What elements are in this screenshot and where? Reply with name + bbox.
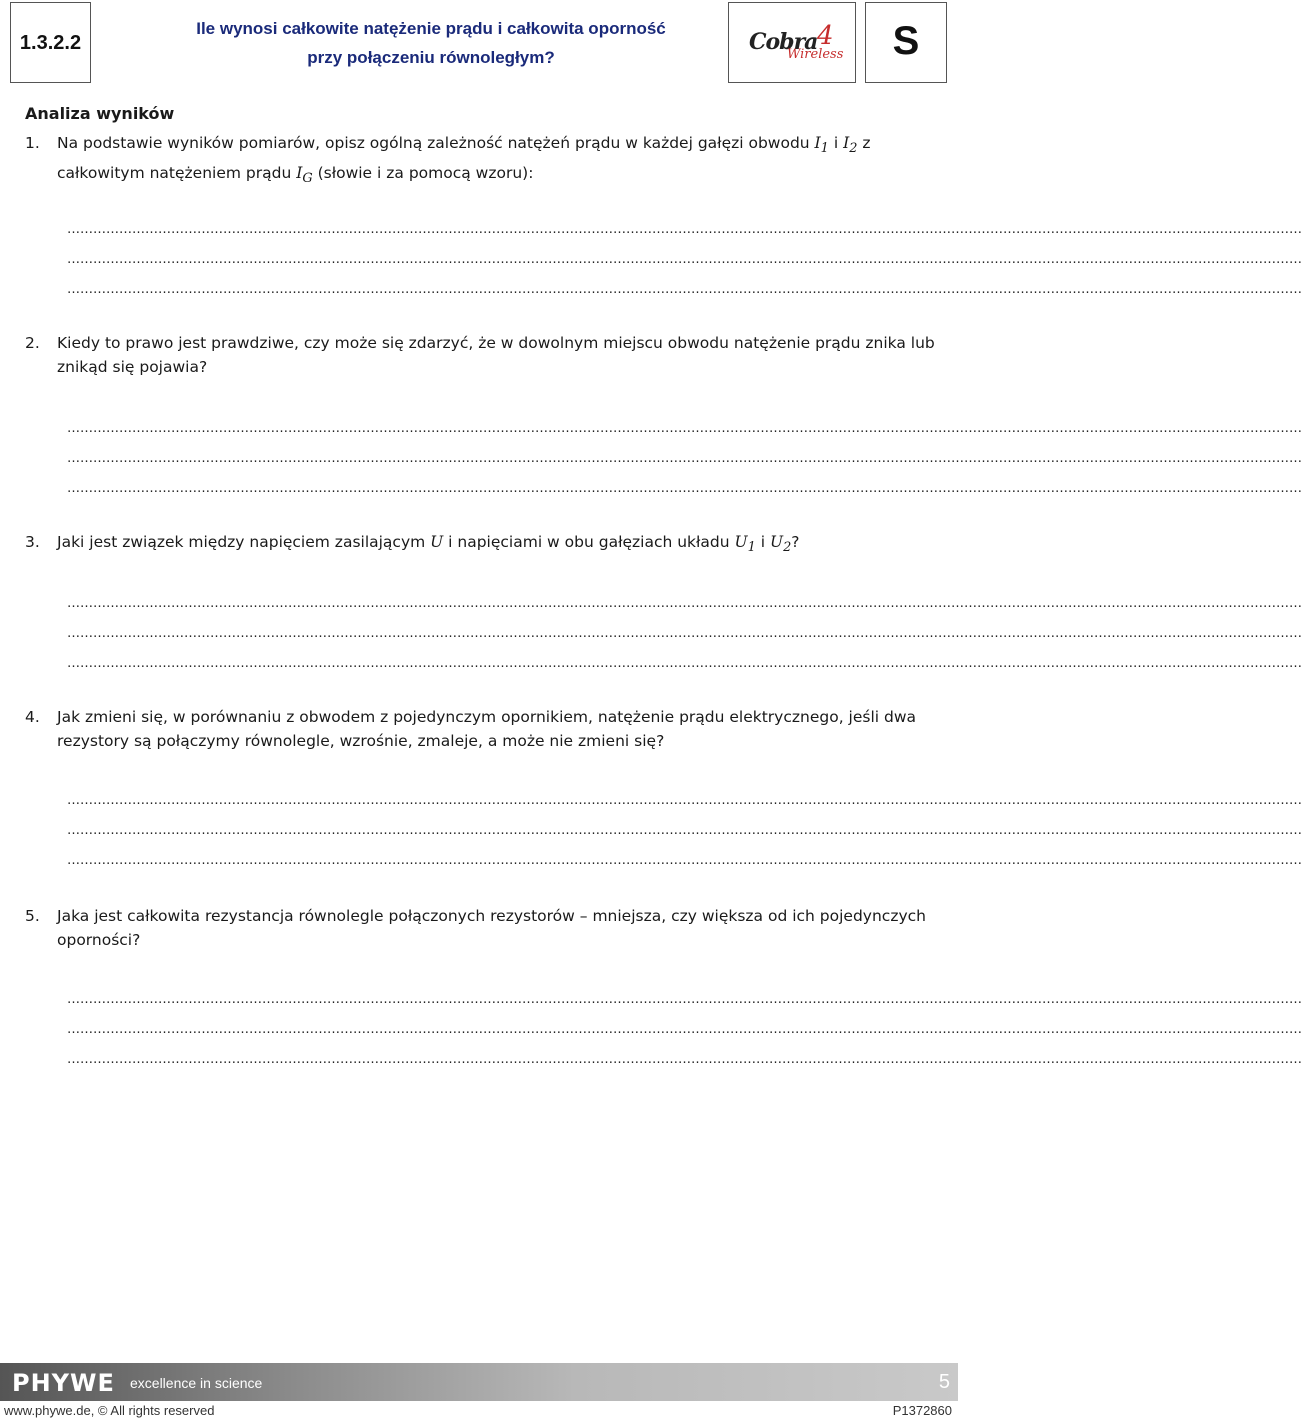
experiment-code-box <box>10 2 91 83</box>
answer-line[interactable]: …………………………………………………………………………………………………………………………………………………………………………………………………………………………………………………………… <box>67 421 1302 436</box>
answer-line[interactable]: …………………………………………………………………………………………………………………………………………………………………………………………………………………………………………………………… <box>67 252 1302 267</box>
question-5 <box>25 904 935 952</box>
level-box <box>865 2 947 83</box>
title-line-2: przy połączeniu równoległym? <box>307 48 555 67</box>
question-text: Jak zmieni się, w porównaniu z obwodem z pojedynczym opornikiem, natężenie prądu elektrycznego, jeśli dwa rezystory są połączymy równolegle, wzrośnie, zmaleje, a może nie zmieni się? <box>57 708 917 750</box>
question-text: Kiedy to prawo jest prawdziwe, czy może się zdarzyć, że w dowolnym miejscu obwodu natężenie prądu znika lub znikąd się pojawia? <box>57 334 935 376</box>
question-number: 1. <box>25 134 40 152</box>
answer-line[interactable]: …………………………………………………………………………………………………………………………………………………………………………………………………………………………………………………………… <box>67 793 1302 808</box>
question-2 <box>25 331 935 379</box>
cobra-logo <box>749 21 845 65</box>
document-code: P1372860 <box>892 1403 952 1418</box>
question-number: 3. <box>25 533 40 551</box>
title-line-1: Ile wynosi całkowite natężenie prądu i całkowita oporność <box>196 19 666 38</box>
logo-sub-text: Wireless <box>787 47 844 62</box>
answer-line[interactable]: …………………………………………………………………………………………………………………………………………………………………………………………………………………………………………………………… <box>67 282 1302 297</box>
logo-box <box>728 2 856 83</box>
footer-bar <box>0 1363 958 1401</box>
title-box <box>94 2 768 83</box>
answer-line[interactable]: …………………………………………………………………………………………………………………………………………………………………………………………………………………………………………………………… <box>67 823 1302 838</box>
answer-line[interactable]: …………………………………………………………………………………………………………………………………………………………………………………………………………………………………………………………… <box>67 992 1302 1007</box>
answer-line[interactable]: …………………………………………………………………………………………………………………………………………………………………………………………………………………………………………………………… <box>67 222 1302 237</box>
answer-line[interactable]: …………………………………………………………………………………………………………………………………………………………………………………………………………………………………………………………… <box>67 626 1302 641</box>
question-4 <box>25 705 935 753</box>
footer-tagline: excellence in science <box>130 1375 263 1391</box>
logo-number: 4 <box>817 21 834 51</box>
logo-main-text: Cobra <box>749 29 818 55</box>
page-number: 5 <box>938 1371 950 1393</box>
question-1 <box>25 131 935 191</box>
question-number: 5. <box>25 907 40 925</box>
question-text: Jaka jest całkowita rezystancja równolegle połączonych rezystorów – mniejsza, czy większa od ich pojedynczych oporności? <box>57 907 926 949</box>
copyright-text: www.phywe.de, © All rights reserved <box>4 1403 215 1418</box>
page-footer <box>0 1363 960 1421</box>
question-number: 2. <box>25 334 40 352</box>
answer-line[interactable]: …………………………………………………………………………………………………………………………………………………………………………………………………………………………………………………………… <box>67 481 1302 496</box>
question-number: 4. <box>25 708 40 726</box>
answer-line[interactable]: …………………………………………………………………………………………………………………………………………………………………………………………………………………………………………………………… <box>67 451 1302 466</box>
answer-line[interactable]: …………………………………………………………………………………………………………………………………………………………………………………………………………………………………………………………… <box>67 853 1302 868</box>
question-3 <box>25 530 935 560</box>
section-heading: Analiza wyników <box>25 104 175 123</box>
question-text: Na podstawie wyników pomiarów, opisz ogólną zależność natężeń prądu w każdej gałęzi obwodu $I_1$ i $I_2$ z całkowitym natężeniem prądu $I_G$ (słowie i za pomocą wzoru): <box>57 134 871 187</box>
answer-line[interactable]: …………………………………………………………………………………………………………………………………………………………………………………………………………………………………………………………… <box>67 596 1302 611</box>
question-text: Jaki jest związek między napięciem zasilającym U i napięciami w obu gałęziach układu $U_1$ i $U_2$? <box>57 533 800 556</box>
level-letter: S <box>892 19 920 63</box>
answer-line[interactable]: …………………………………………………………………………………………………………………………………………………………………………………………………………………………………………………………… <box>67 656 1302 671</box>
answer-line[interactable]: …………………………………………………………………………………………………………………………………………………………………………………………………………………………………………………………… <box>67 1022 1302 1037</box>
experiment-code: 1.3.2.2 <box>19 32 82 54</box>
phywe-logo: PHYWE <box>12 1369 115 1397</box>
answer-line[interactable]: …………………………………………………………………………………………………………………………………………………………………………………………………………………………………………………………… <box>67 1052 1302 1067</box>
